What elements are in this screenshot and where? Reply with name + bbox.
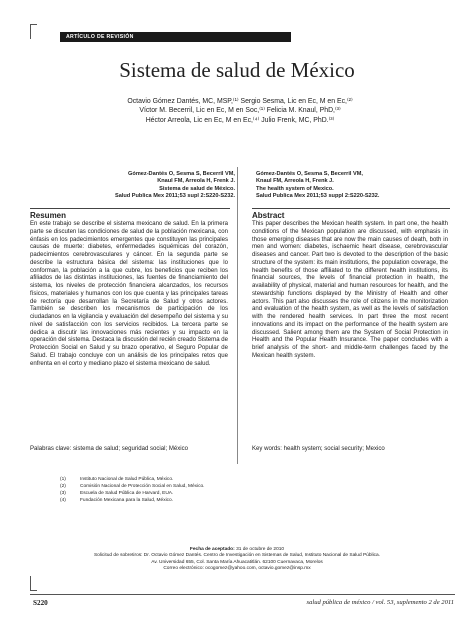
abstract-keywords: Key words: health system; social security; Mexico — [252, 446, 385, 452]
reprint-request-line: Solicitud de sobretiros: Dr. Octavio Gómez Dantés. Centro de Investigación en Sistemas de Salud, Instituto Nacional de Salud Pública. — [93, 553, 381, 559]
author-line: Héctor Arreola, Lic en Ec, M en Ec,⁽⁴⁾ Julio Frenk, MC, PhD.⁽³⁾ — [145, 116, 335, 124]
abstract-heading: Abstract — [252, 211, 285, 220]
article-type-tag: ARTÍCULO DE REVISIÓN — [60, 32, 291, 42]
citation-line: Salud Publica Mex 2011;53 supl 2:S220-S232. — [114, 193, 235, 200]
citation-english — [256, 171, 441, 201]
column-divider — [237, 167, 238, 464]
page-number: S220 — [33, 599, 48, 607]
author-line: Víctor M. Becerril, Lic en Ec, M en Soc,⁽¹⁾ Felicia M. Knaul, PhD,⁽³⁾ — [139, 107, 341, 115]
citation-spanish — [50, 171, 235, 201]
author-list — [60, 97, 420, 125]
footer-rule — [30, 594, 455, 595]
abstract-text: This paper describes the Mexican health system. In part one, the health conditions of the Mexican population are discussed, with emphasis in those emerging diseases that are now the main causes of death, both in men and women: diabetes, ischaemic heart disease, cerebrovascular diseases and cancer. Part two is devoted to the description of the basic structure of the system: its main institutions, the population coverage, the health benefits of those affiliated to the different health institutions, its financial sources, the levels of financial protection in health, the availability of physical, material and human resources for health, and the stewardship functions displayed by the Ministry of Health and other actors. This part also discusses the role of citizens in the monitorization and evaluation of the health system, as well as the levels of satisfaction with the rendered health services. In part three the most recent innovations and its impact on the performance of the health system are discussed. Salient among them are the System of Social Protection in Health and the Popular Health Insurance. The paper concludes with a brief analysis of the short- and middle-term challenges faced by the Mexican health system. — [252, 221, 448, 359]
resumen-keywords: Palabras clave: sistema de salud; seguridad social; México — [30, 446, 188, 452]
author-line: Octavio Gómez Dantés, MC, MSP,⁽¹⁾ Sergio Sesma, Lic en Ec, M en Ec,⁽²⁾ — [127, 98, 353, 105]
correspondence-info — [0, 547, 474, 572]
section-rule — [252, 208, 450, 209]
citation-line: Gómez-Dantés O, Sesma S, Becerril VM, — [256, 171, 363, 177]
article-title: Sistema de salud de México — [119, 58, 355, 82]
email-line: Correo electrónico: ocogomez@yahoo.com, octavio.gomez@insp.mx — [163, 565, 311, 571]
affiliation-notes — [60, 476, 205, 504]
resumen-text: En este trabajo se describe el sistema mexicano de salud. En la primera parte se discuten las condiciones de salud de la población mexicana, con énfasis en los padecimientos emergentes que constituyen las principales causas de muerte: diabetes, enfermedades isquémicas del corazón, padecimientos cerebrovasculares y cáncer. En la segunda parte se describe la estructura básica del sistema: las instituciones que lo conforman, la población a la que cubre, los beneficios que reciben los afiliados de las distintas instituciones, las fuentes de financiamiento del sistema, los niveles de protección financiera alcanzados, los recursos físicos, materiales y humanos con los que cuenta y las principales tareas de rectoría que desarrollan la Secretaría de Salud y otros actores. También se describen los mecanismos de participación de los ciudadanos en la vigilancia y evaluación del desempeño del sistema y su nivel de satisfacción con los servicios recibidos. La tercera parte se dedica a discutir las innovaciones más recientes y su impacto en la operación del sistema. Destaca la discusión del recién creado Sistema de Protección Social en Salud y su brazo operativo, el Seguro Popular de Salud. El trabajo concluye con un análisis de los principales retos que enfrenta en el corto y mediano plazo el sistema mexicano de salud. — [30, 221, 228, 367]
affiliation-note: (2) Comisión Nacional de Protección Social en Salud, México. — [60, 484, 205, 489]
accepted-date-line: Fecha de aceptado: 31 de octubre de 2010 — [189, 547, 285, 552]
citation-line: The health system of Mexico. — [256, 185, 334, 192]
corner-mark-bottom — [30, 576, 37, 591]
journal-reference: salud pública de méxico / vol. 53, suplemento 2 de 2011 — [306, 599, 454, 606]
address-line: Av. Universidad 655, Col. Santa María Ahuacatitlán. 62100 Cuernavaca, Morelos — [151, 559, 323, 565]
section-rule — [30, 208, 230, 209]
affiliation-note: (3) Escuela de Salud Pública de Harvard, EUA. — [60, 491, 174, 496]
citation-line: Salud Publica Mex 2011;53 suppl 2:S220-S232. — [256, 193, 380, 200]
affiliation-note: (1) Instituto Nacional de Salud Pública, México. — [60, 477, 174, 482]
citation-line: Knaul FM, Arreola H, Frenk J. — [256, 178, 334, 185]
citation-line: Gómez-Dantés O, Sesma S, Becerril VM, — [128, 171, 235, 177]
citation-line: Knaul FM, Arreola H, Frenk J. — [157, 178, 235, 185]
resumen-heading: Resumen — [30, 211, 67, 220]
corner-mark-top — [30, 24, 37, 39]
citation-line: Sistema de salud de México. — [159, 185, 235, 192]
affiliation-note: (4) Fundación Mexicana para la Salud, México. — [60, 498, 174, 503]
